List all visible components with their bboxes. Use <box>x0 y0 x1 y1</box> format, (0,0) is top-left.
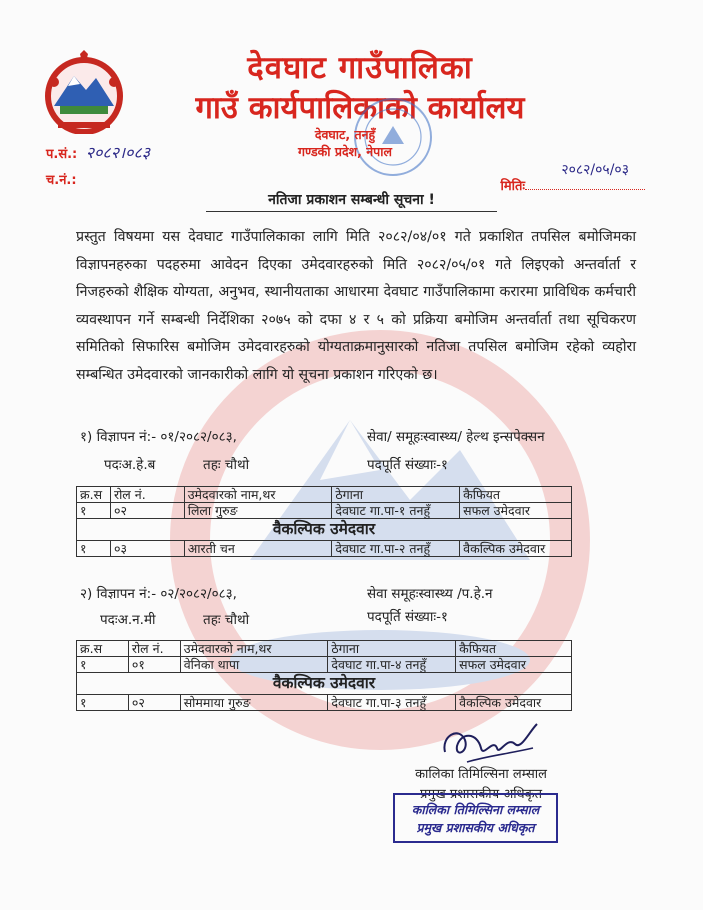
alternate-heading-row <box>77 519 572 541</box>
stamp-title: प्रमुख प्रशासकीय अधिकृत <box>416 820 535 835</box>
notice-title: नतिजा प्रकाशन सम्बन्धी सूचना ! <box>268 192 435 208</box>
dispatch-label: च.नं.: <box>46 173 77 188</box>
alternate-candidates-heading: वैकल्पिक उमेदवार <box>77 673 572 695</box>
table-row <box>77 541 572 557</box>
cell-address: देवघाट गा.पा-४ तनहुँ <box>328 657 456 673</box>
alternate-heading-row <box>77 673 572 695</box>
government-emblem-icon <box>40 50 128 134</box>
advertisement-number-1: १) विज्ञापन नं:- ०१/२०८२/०८३, <box>80 429 237 445</box>
address-line-2: गण्डकी प्रदेश, नेपाल <box>298 144 392 159</box>
header-sn: क्र.स <box>77 641 129 657</box>
cell-address: देवघाट गा.पा-३ तनहुँ <box>328 695 456 711</box>
signatory-name: कालिका तिमिल्सिना लम्साल <box>415 767 547 782</box>
cell-roll: ०२ <box>128 695 180 711</box>
header-name: उमेदवारको नाम,थर <box>180 641 328 657</box>
table-row <box>77 695 572 711</box>
cell-remarks: वैकल्पिक उमेदवार <box>456 695 572 711</box>
cell-address: देवघाट गा.पा-२ तनहुँ <box>332 541 460 557</box>
header-remarks: कैफियत <box>456 641 572 657</box>
dispatch-number <box>46 170 77 188</box>
cell-name: वेनिका थापा <box>180 657 328 673</box>
cell-name: लिला गुरुङ <box>184 503 332 519</box>
header-address: ठेगाना <box>332 487 460 503</box>
office-name: गाउँ कार्यपालिकाको कार्यालय <box>195 90 525 126</box>
cell-name: सोममाया गुरुङ <box>180 695 328 711</box>
cell-remarks: सफल उमेदवार <box>460 503 572 519</box>
municipality-name: देवघाट गाउँपालिका <box>247 50 473 86</box>
title-underline <box>206 211 497 212</box>
cell-sn: १ <box>77 657 129 673</box>
post-1: पदःअ.हे.ब <box>104 457 156 473</box>
seats-2: पदपूर्ति संख्याः-१ <box>367 609 448 625</box>
signatory-title: प्रमुख प्रशासकीय अधिकृत <box>419 787 543 802</box>
alternate-candidates-heading: वैकल्पिक उमेदवार <box>77 519 572 541</box>
level-2: तहः चौथो <box>203 612 250 628</box>
cell-remarks: वैकल्पिक उमेदवार <box>460 541 572 557</box>
cell-remarks: सफल उमेदवार <box>456 657 572 673</box>
cell-roll: ०२ <box>110 503 184 519</box>
header-sn: क्र.स <box>77 487 111 503</box>
post-2: पदःअ.न.मी <box>100 612 156 628</box>
reference-label: प.सं.: <box>46 147 78 162</box>
cell-sn: १ <box>77 695 129 711</box>
address-line-1: देवघाट, तनहुँ <box>314 127 376 142</box>
reference-value: २०८२।०८३ <box>85 143 151 162</box>
cell-roll: ०३ <box>110 541 184 557</box>
header-remarks: कैफियत <box>460 487 572 503</box>
service-group-1: सेवा/ समूहःस्वास्थ्य/ हेल्थ इन्सपेक्सन <box>367 429 545 445</box>
header-name: उमेदवारको नाम,थर <box>184 487 332 503</box>
name-stamp <box>393 793 558 843</box>
office-address <box>250 126 440 160</box>
table-header-row <box>77 487 572 503</box>
level-1: तहः चौथो <box>203 457 250 473</box>
results-table-2 <box>76 640 572 711</box>
date-value: २०८२/०५/०३ <box>561 162 629 178</box>
cell-roll: ०१ <box>128 657 180 673</box>
cell-sn: १ <box>77 541 111 557</box>
service-group-2: सेवा समूहःस्वास्थ्य /प.हे.न <box>367 586 493 602</box>
table-header-row <box>77 641 572 657</box>
table-row <box>77 503 572 519</box>
table-row <box>77 657 572 673</box>
seats-1: पदपूर्ति संख्याः-१ <box>367 457 448 473</box>
reference-number <box>46 141 150 163</box>
results-table-1 <box>76 486 572 557</box>
cell-address: देवघाट गा.पा-१ तनहुँ <box>332 503 460 519</box>
handwritten-signature <box>437 718 547 770</box>
notice-body: प्रस्तुत विषयमा यस देवघाट गाउँपालिकाका लागि मिति २०८२/०४/०१ गते प्रकाशित तपसिल बमोजिमका विज्ञापनहरुका पदहरुमा आवेदन दिएका उमेदवारहरुको मिति २०८२/०५/०१ गते लिइएको अन्तर्वार्ता र निजहरुको शैक्षिक योग्यता, अनुभव, स्थानीयताका आधारमा देवघाट गाउँपालिकामा करारमा प्राविधिक कर्मचारी व्यवस्थापन गर्ने सम्बन्धी निर्देशिका २०७५ को दफा ४ र ५ को प्रक्रिया बमोजिम अन्तर्वार्ता तथा सूचिकरण समितिको सिफारिस बमोजिम उमेदवारहरुको योग्यताक्रमानुसारको नतिजा तपसिल बमोजिम रहेको व्यहोरा सम्बन्धित उमेदवारको जानकारीको लागि यो सूचना प्रकाशन गरिएको छ। <box>76 229 636 383</box>
header-roll: रोल नं. <box>110 487 184 503</box>
header-roll: रोल नं. <box>128 641 180 657</box>
cell-name: आरती चन <box>184 541 332 557</box>
date-label: मितिः <box>500 179 525 194</box>
stamp-name: कालिका तिमिल्सिना लम्साल <box>411 802 540 817</box>
advertisement-number-2: २) विज्ञापन नं:- ०२/२०८२/०८३, <box>80 586 237 602</box>
header-address: ठेगाना <box>328 641 456 657</box>
cell-sn: १ <box>77 503 111 519</box>
